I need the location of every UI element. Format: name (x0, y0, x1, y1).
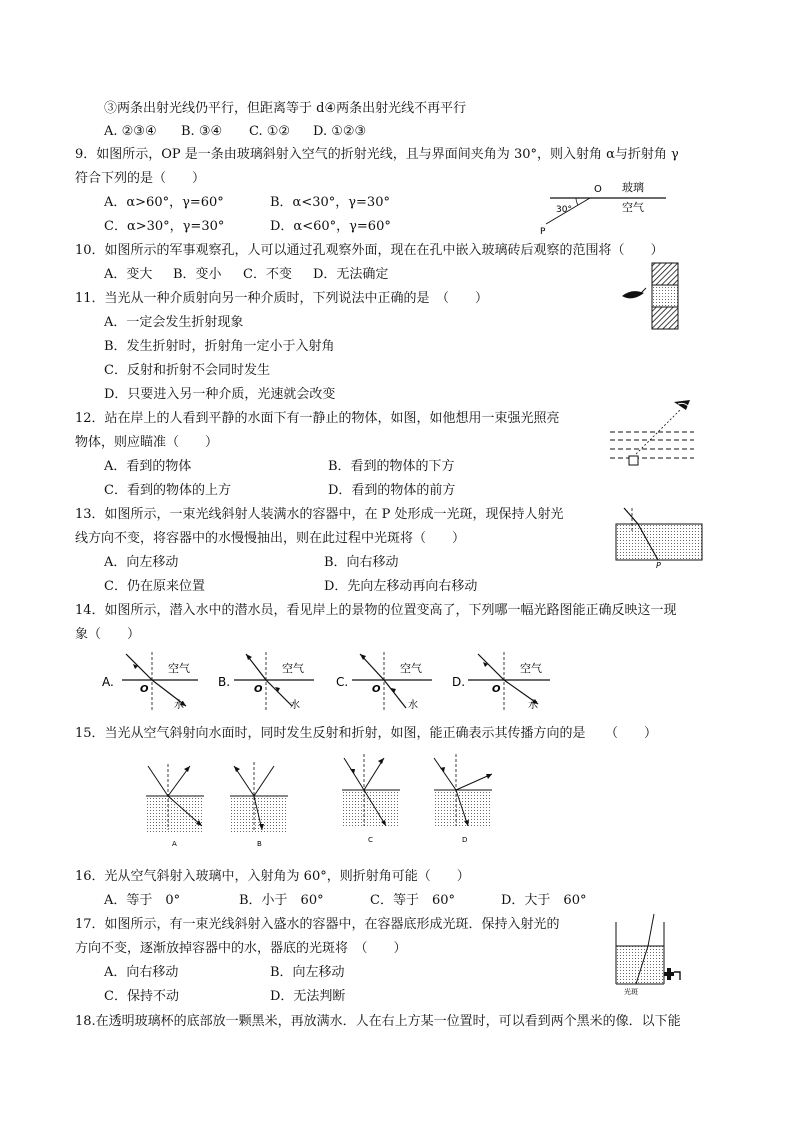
q9-stem-line2: 符合下列的是（ ） (75, 171, 206, 186)
q9-option-a: A．α>60°，γ=60° (104, 195, 224, 210)
q15-figure-c (336, 752, 406, 844)
q18-stem: 18.在透明玻璃杯的底部放一颗黑米，再放满水．人在右上方某一位置时，可以看到两个黑米的像．以下能 (75, 1014, 681, 1029)
q17-stem-line2: 方向不变，逐渐放掉容器中的水，器底的光斑将 （ ） (75, 941, 407, 956)
q9-refraction-figure (536, 178, 676, 238)
q14-figure-a-air-label: 空气 (168, 662, 190, 675)
q14-figure-a-o-label: O (140, 684, 149, 695)
q17-stem-line1: 17．如图所示，有一束光线斜射入盛水的容器中，在容器底形成光斑．保持入射光的 (75, 917, 560, 932)
q14-stem-line1: 14．如图所示，潜入水中的潜水员，看见岸上的景物的位置变高了，下列哪一幅光路图能正确反映这一现 (75, 603, 677, 618)
q14-figure-a (102, 650, 202, 712)
q15-figure-b (224, 758, 294, 850)
q9-fig-glass-label: 玻璃 (622, 181, 644, 194)
q13-option-c: C．仍在原来位置 (104, 579, 205, 594)
q9-option-d: D．α<60°，γ=60° (270, 219, 391, 234)
q14-figure-d-water-label: 水 (528, 700, 538, 711)
q13-stem-line2: 线方向不变，将容器中的水慢慢抽出，则在此过程中光斑将（ ） (75, 531, 466, 546)
q14-figure-a-letter: A. (102, 675, 114, 689)
q16-option-d: D．大于 60° (501, 893, 587, 908)
q14-figure-b-water-label: 水 (290, 700, 300, 711)
q13-stem-line1: 13．如图所示，一束光线斜射人装满水的容器中，在 P 处形成一光斑，现保持人射光 (75, 507, 564, 522)
q8-statement-line: ③两条出射光线仍平行，但距离等于 d④两条出射光线不再平行 (104, 101, 467, 116)
q14-figure-c-air-label: 空气 (400, 662, 422, 675)
q14-figure-c-water-label: 水 (408, 700, 418, 711)
q15-figure-b-label: B (257, 840, 262, 848)
q9-stem-line1: 9．如图所示，OP 是一条由玻璃斜射入空气的折射光线，且与界面间夹角为 30°，则入射角 α与折射角 γ (75, 147, 679, 162)
q8-option-a: A. ②③④ (104, 124, 157, 139)
q13-option-a: A．向左移动 (104, 555, 179, 570)
q10-stem: 10．如图所示的军事观察孔，人可以通过孔观察外面，现在在孔中嵌入玻璃砖后观察的范围将（ ） (75, 243, 664, 258)
q12-option-b: B．看到的物体的下方 (328, 459, 455, 474)
q14-figure-b-air-label: 空气 (282, 662, 304, 675)
q10-option-c: C．不变 (243, 267, 292, 282)
q12-option-d: D．看到的物体的前方 (328, 483, 456, 498)
q14-stem-line2: 象（ ） (75, 627, 141, 642)
q14-figure-b (218, 650, 318, 712)
q15-figure-a (140, 758, 210, 850)
q9-option-b: B．α<30°，γ=30° (270, 195, 390, 210)
q8-option-c: C. ①② (249, 124, 291, 139)
q10-option-b: B．变小 (173, 267, 222, 282)
q12-water-object-figure (608, 398, 698, 470)
q10-observation-hole-figure (616, 262, 696, 334)
q14-figure-a-water-label: 水 (174, 700, 184, 711)
q16-option-a: A．等于 0° (104, 893, 181, 908)
q9-option-c: C．α>30°，γ=30° (104, 219, 225, 234)
q11-option-d: D．只要进入另一种介质，光速就会改变 (104, 387, 336, 402)
q12-stem-line1: 12．站在岸上的人看到平静的水面下有一静止的物体，如图，如他想用一束强光照亮 (75, 411, 560, 426)
q16-option-c: C．等于 60° (370, 893, 455, 908)
q10-option-d: D．无法确定 (313, 267, 389, 282)
q17-option-c: C．保持不动 (104, 989, 179, 1004)
q13-fig-p-label: P (656, 561, 661, 570)
q14-figure-c (336, 650, 436, 712)
q14-figure-d-air-label: 空气 (520, 662, 542, 675)
q17-container-figure (610, 912, 690, 996)
q14-figure-d-letter: D. (452, 675, 466, 689)
q12-option-a: A．看到的物体 (104, 459, 192, 474)
q11-option-a: A．一定会发生折射现象 (104, 315, 244, 330)
q13-container-figure (610, 506, 710, 568)
q17-option-b: B．向左移动 (270, 965, 345, 980)
q9-fig-angle-label: 30° (556, 205, 572, 215)
q16-stem: 16．光从空气斜射入玻璃中，入射角为 60°，则折射角可能（ ） (75, 869, 470, 884)
q17-option-d: D．无法判断 (270, 989, 346, 1004)
q13-option-d: D．先向左移动再向右移动 (324, 579, 478, 594)
q12-stem-line2: 物体，则应瞄准（ ） (75, 435, 219, 450)
q11-stem: 11．当光从一种介质射向另一种介质时，下列说法中正确的是 （ ） (75, 291, 489, 306)
q8-option-d: D. ①②③ (313, 124, 367, 139)
q14-figure-b-o-label: O (254, 684, 263, 695)
q15-figure-d (428, 752, 504, 844)
q8-option-b: B. ③④ (181, 124, 223, 139)
q9-fig-air-label: 空气 (622, 201, 644, 214)
q15-stem: 15．当光从空气斜射向水面时，同时发生反射和折射，如图，能正确表示其传播方向的是 （ ） (75, 726, 658, 741)
q14-figure-d (452, 650, 556, 712)
q15-figure-d-label: D (462, 836, 468, 844)
q15-figure-a-label: A (172, 840, 177, 848)
q14-figure-d-o-label: O (492, 684, 501, 695)
q9-fig-p-label: P (540, 227, 546, 237)
q14-figure-c-o-label: O (372, 684, 381, 695)
q14-figure-b-letter: B. (218, 675, 231, 689)
q16-option-b: B．小于 60° (239, 893, 324, 908)
q17-fig-spot-label: 光斑 (624, 988, 638, 996)
q10-option-a: A．变大 (104, 267, 153, 282)
q13-option-b: B．向右移动 (324, 555, 399, 570)
q11-option-c: C．反射和折射不会同时发生 (104, 363, 270, 378)
q14-figure-c-letter: C. (336, 675, 349, 689)
q11-option-b: B．发生折射时，折射角一定小于入射角 (104, 339, 335, 354)
q12-option-c: C．看到的物体的上方 (104, 483, 231, 498)
q17-option-a: A．向右移动 (104, 965, 179, 980)
q15-figure-c-label: C (368, 836, 373, 844)
q9-fig-o-label: O (594, 184, 602, 195)
